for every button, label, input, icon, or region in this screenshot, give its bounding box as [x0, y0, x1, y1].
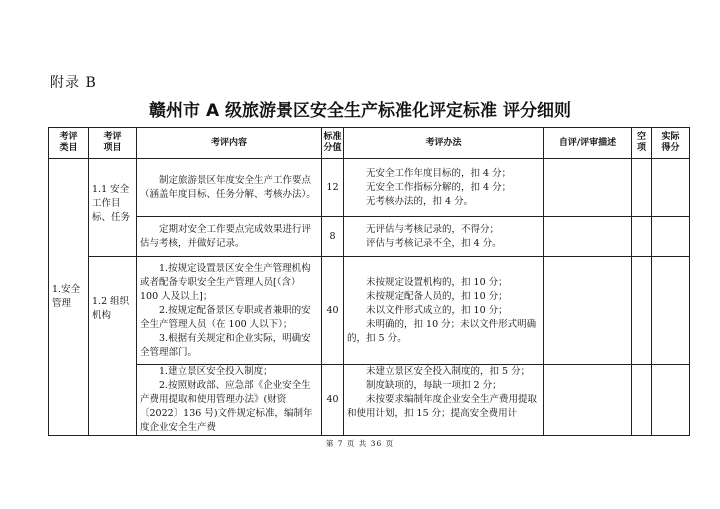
- empty-cell: [632, 159, 652, 217]
- header-category: 考评 类目: [49, 128, 89, 159]
- empty-cell: [632, 365, 652, 436]
- score-cell: 8: [322, 217, 344, 257]
- table-row: [49, 159, 690, 217]
- content-cell: 1.按规定设置景区安全生产管理机构或者配备专职安全生产管理人员[（含）100 人及以上]； 2.按规定配备景区专职或者兼职的安全生产管理人员（在 100 人以下）； 3.根据有关规定和企业实际，明确安全管理部门。: [137, 257, 322, 365]
- appendix-label: 附录 B: [50, 75, 97, 91]
- header-score: 标准 分值: [322, 128, 344, 159]
- method-cell: 未按规定设置机构的，扣 10 分； 未按规定配备人员的，扣 10 分； 未以文件形式成立的，扣 10 分； 未明确的，扣 10 分；未以文件形式明确的，扣 5 分。: [344, 257, 544, 365]
- header-content: 考评内容: [137, 128, 322, 159]
- item-cell: 1.1 安全工作目标、任务: [89, 159, 137, 257]
- document-title: 赣州市 A 级旅游景区安全生产标准化评定标准 评分细则: [149, 101, 571, 121]
- score-cell: 40: [322, 257, 344, 365]
- page-footer: 第 7 页 共 36 页: [325, 439, 395, 448]
- category-cell: 1.安全管理: [49, 159, 89, 436]
- actual-score-cell: [652, 365, 690, 436]
- method-cell: 未建立景区安全投入制度的，扣 5 分； 制度缺项的，每缺一项扣 2 分； 未按要求编制年度企业安全生产费用提取和使用计划，扣 15 分；提高安全费用计: [344, 365, 544, 436]
- self-eval-cell: [544, 365, 632, 436]
- actual-score-cell: [652, 257, 690, 365]
- actual-score-cell: [652, 159, 690, 217]
- self-eval-cell: [544, 257, 632, 365]
- item-cell: 1.2 组织机构: [89, 257, 137, 436]
- score-cell: 40: [322, 365, 344, 436]
- actual-score-cell: [652, 217, 690, 257]
- content-cell: 1.建立景区安全投入制度； 2.按照财政部、应急部《企业安全生产费用提取和使用管理办法》(财资〔2022〕136 号)文件规定标准，编制年度企业安全生产费: [137, 365, 322, 436]
- content-cell: 制定旅游景区年度安全生产工作要点（涵盖年度目标、任务分解、考核办法）。: [137, 159, 322, 217]
- method-cell: 无安全工作年度目标的，扣 4 分； 无安全工作指标分解的，扣 4 分； 无考核办法的，扣 4 分。: [344, 159, 544, 217]
- table-row: [49, 365, 690, 436]
- table-row: [49, 217, 690, 257]
- table-row: [49, 257, 690, 365]
- table-header-row: [49, 128, 690, 159]
- method-cell: 无评估与考核记录的，不得分； 评估与考核记录不全，扣 4 分。: [344, 217, 544, 257]
- scoring-table: [48, 127, 690, 436]
- self-eval-cell: [544, 217, 632, 257]
- empty-cell: [632, 257, 652, 365]
- content-cell: 定期对安全工作要点完成效果进行评估与考核，并做好记录。: [137, 217, 322, 257]
- header-actual: 实际 得分: [652, 128, 690, 159]
- header-method: 考评办法: [344, 128, 544, 159]
- empty-cell: [632, 217, 652, 257]
- self-eval-cell: [544, 159, 632, 217]
- header-empty: 空 项: [632, 128, 652, 159]
- header-item: 考评 项目: [89, 128, 137, 159]
- header-self-eval: 自评/评审描述: [544, 128, 632, 159]
- score-cell: 12: [322, 159, 344, 217]
